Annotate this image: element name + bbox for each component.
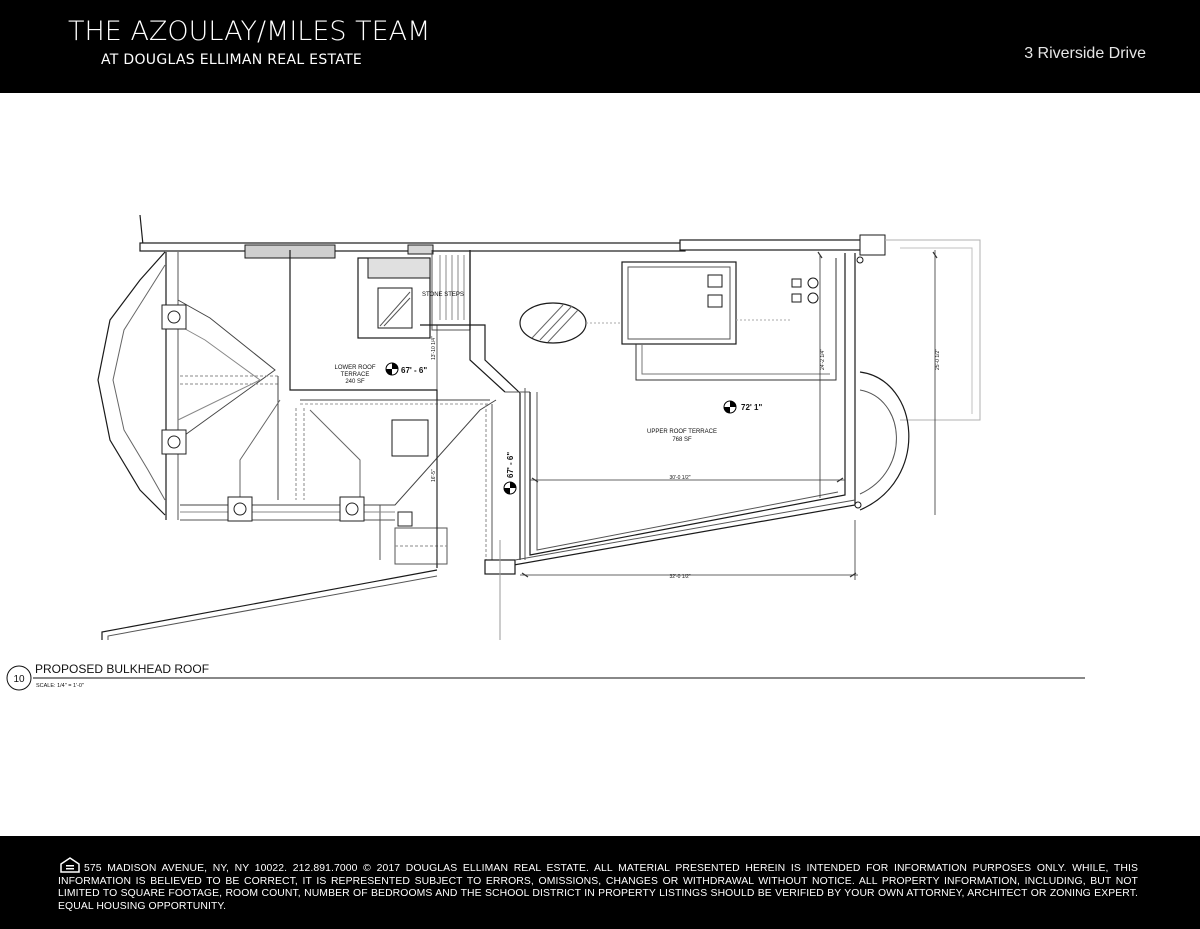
- header-bar: [0, 0, 1200, 93]
- dim-left-height: 16'-5": [431, 469, 437, 482]
- elevation-upper-label: 72' 1": [741, 403, 763, 412]
- brand-title: THE AZOULAY/MILES TEAM: [68, 16, 431, 47]
- upper-terrace-label: UPPER ROOF TERRACE: [647, 429, 717, 435]
- lower-terrace-area: 240 SF: [345, 379, 365, 385]
- legal-disclaimer: 575 MADISON AVENUE, NY, NY 10022. 212.891.7000 © 2017 DOUGLAS ELLIMAN REAL ESTATE. ALL MATERIAL PRESENTED HEREIN IS INTENDED FOR INFORMATION PURPOSES ONLY. WHILE, THIS INFORMATION IS BELIEVED TO BE CORRECT, IT IS REPRESENTED SUBJECT TO ERRORS, OMISSIONS, CHANGES OR WITHDRAWAL WITHOUT NOTICE. ALL PROPERTY INFORMATION, INCLUDING, BUT NOT LIMITED TO SQUARE FOOTAGE, ROOM COUNT, NUMBER OF BEDROOMS AND THE SCHOOL DISTRICT IN PROPERTY LISTINGS SHOULD BE VERIFIED BY YOUR OWN ATTORNEY, ARCHITECT OR ZONING EXPERT. EQUAL HOUSING OPPORTUNITY.: [58, 863, 1138, 912]
- floor-plan: [0, 93, 1200, 836]
- drawing-number: 10: [13, 674, 25, 685]
- property-address: 3 Riverside Drive: [1024, 45, 1146, 62]
- elevation-marker-middle: [504, 482, 516, 494]
- elevation-middle-label: 67' - 6": [506, 451, 515, 478]
- dim-pool-right: 24'-2 1/4": [820, 348, 826, 370]
- lower-terrace-label-2: TERRACE: [340, 372, 370, 378]
- drawing-title-block: [7, 662, 1085, 690]
- dim-width-lower: 32'-0 1/2": [669, 574, 691, 580]
- stone-steps-label: STONE STEPS: [422, 292, 464, 298]
- drawing-title: PROPOSED BULKHEAD ROOF: [35, 662, 210, 676]
- upper-terrace-area: 768 SF: [672, 437, 692, 443]
- elevation-marker-upper: [724, 401, 736, 413]
- elevation-lower-label: 67' - 6": [401, 366, 428, 375]
- dim-stair-run: 13'-10 1/4": [431, 336, 437, 360]
- drawing-scale: SCALE: 1/4" = 1'-0": [36, 683, 84, 689]
- elevation-marker-lower: [386, 363, 398, 375]
- brand-subtitle: AT DOUGLAS ELLIMAN REAL ESTATE: [101, 52, 363, 68]
- lower-terrace-label-1: LOWER ROOF: [334, 365, 376, 371]
- dim-width-upper: 30'-0 1/2": [669, 475, 691, 481]
- dim-right-overall: 25'-0 1/2": [935, 348, 941, 370]
